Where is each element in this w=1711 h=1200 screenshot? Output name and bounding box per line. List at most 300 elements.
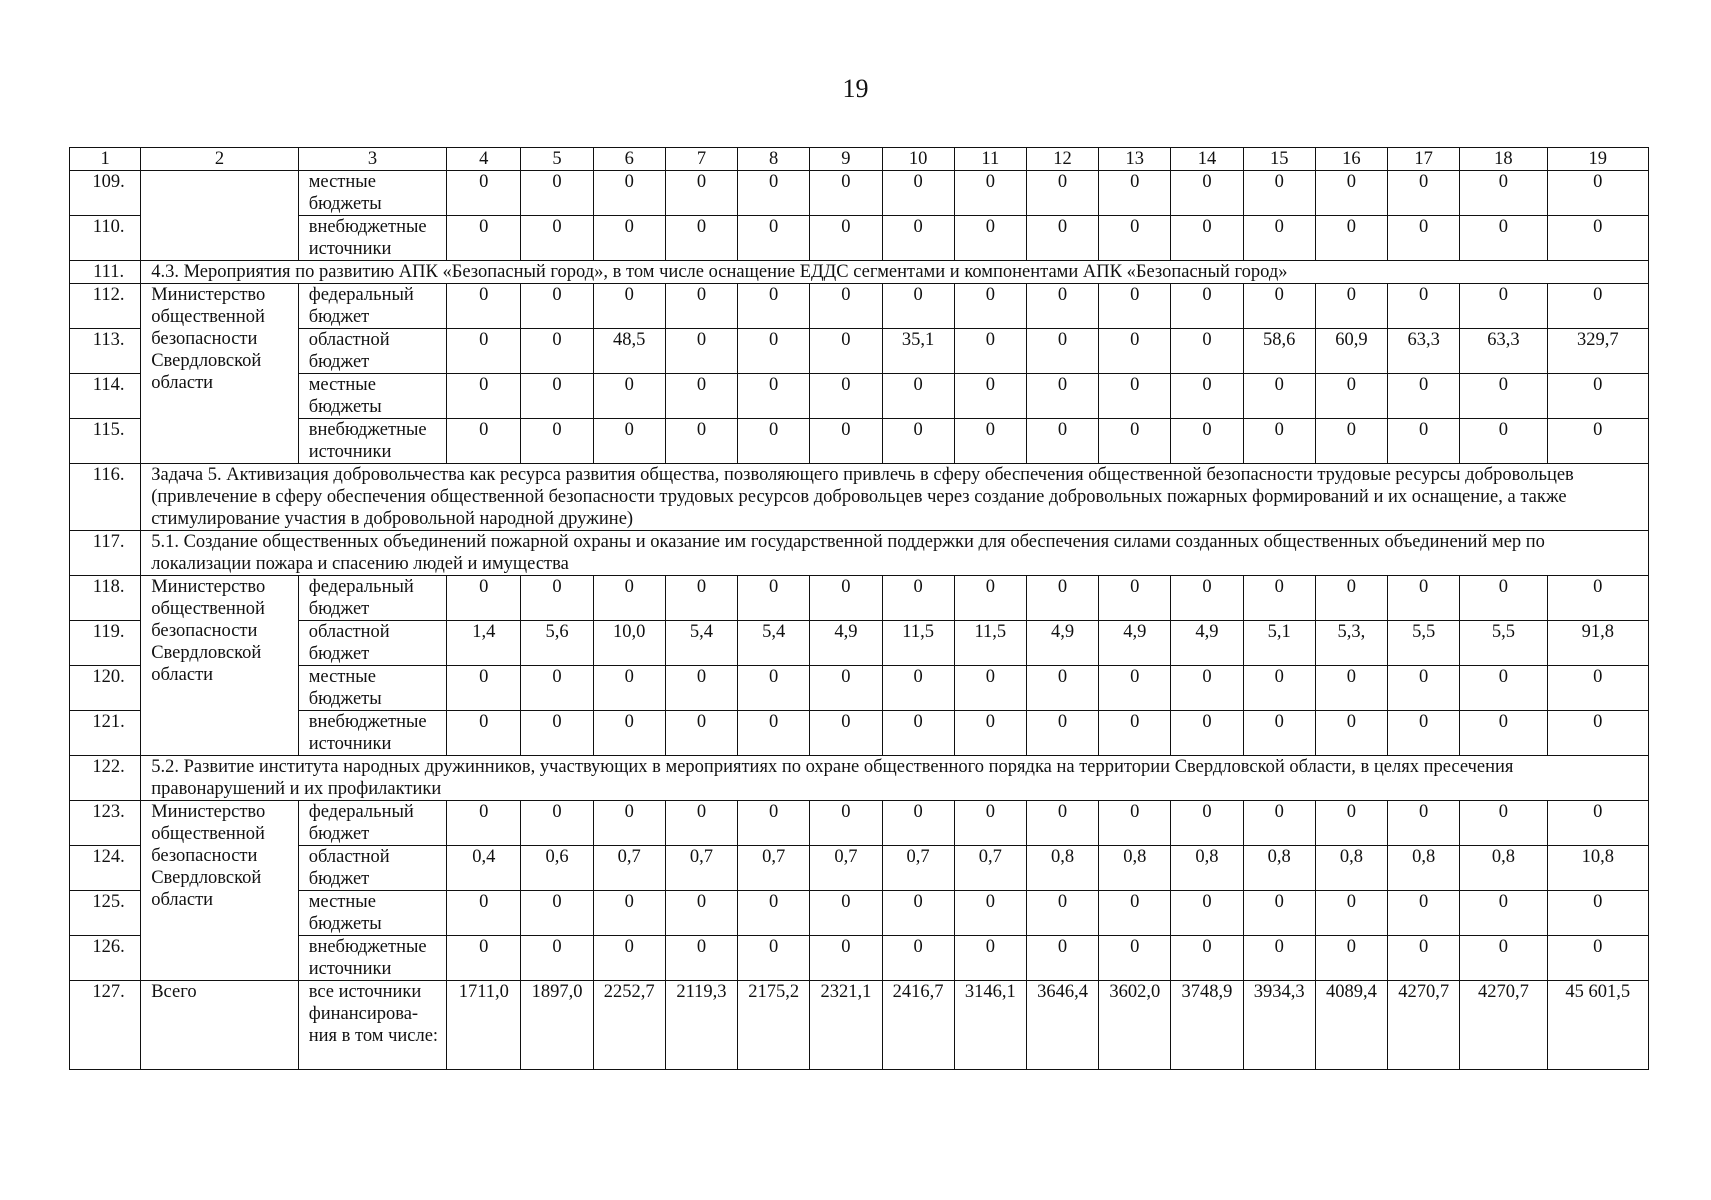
value-cell: 0	[1460, 171, 1547, 216]
value-cell: 0	[1026, 216, 1098, 261]
value-cell: 0	[1315, 936, 1387, 981]
funding-source: внебюджетные источники	[298, 711, 446, 756]
value-cell: 0	[1388, 891, 1460, 936]
value-cell: 0	[593, 936, 665, 981]
value-cell: 0	[447, 374, 521, 419]
value-cell: 0	[1315, 374, 1387, 419]
value-cell: 0	[593, 374, 665, 419]
table-row	[70, 329, 1649, 374]
value-cell: 0	[1099, 891, 1171, 936]
value-cell: 11,5	[954, 621, 1026, 666]
row-number: 125.	[70, 891, 141, 936]
table-row	[70, 801, 1649, 846]
column-number: 9	[810, 148, 882, 171]
value-cell: 0	[1026, 419, 1098, 464]
value-cell: 3146,1	[954, 981, 1026, 1070]
value-cell: 4,9	[810, 621, 882, 666]
row-number: 122.	[70, 756, 141, 801]
value-cell: 0	[1243, 284, 1315, 329]
value-cell: 0	[1026, 666, 1098, 711]
column-number: 8	[738, 148, 810, 171]
value-cell: 0,8	[1243, 846, 1315, 891]
value-cell: 4270,7	[1388, 981, 1460, 1070]
value-cell: 0	[1099, 936, 1171, 981]
value-cell: 0	[1026, 711, 1098, 756]
value-cell: 0	[1099, 374, 1171, 419]
value-cell: 0	[882, 374, 954, 419]
value-cell: 0	[1315, 801, 1387, 846]
executor-cell: Министерство общественной безопасности Свердловской области	[141, 576, 298, 756]
value-cell: 0	[1099, 666, 1171, 711]
value-cell: 0	[593, 666, 665, 711]
value-cell: 0	[954, 666, 1026, 711]
value-cell: 0	[1171, 419, 1243, 464]
funding-source: внебюджетные источники	[298, 216, 446, 261]
value-cell: 0,7	[738, 846, 810, 891]
value-cell: 0	[665, 329, 737, 374]
value-cell: 0	[954, 576, 1026, 621]
value-cell: 0,4	[447, 846, 521, 891]
funding-source: областной бюджет	[298, 621, 446, 666]
value-cell: 0	[447, 171, 521, 216]
row-number: 117.	[70, 531, 141, 576]
value-cell: 0	[521, 711, 593, 756]
funding-source: федеральный бюджет	[298, 801, 446, 846]
column-number: 14	[1171, 148, 1243, 171]
section-row	[70, 531, 1649, 576]
value-cell: 0	[1315, 216, 1387, 261]
value-cell: 0	[521, 284, 593, 329]
value-cell: 0	[1026, 171, 1098, 216]
value-cell: 0	[954, 801, 1026, 846]
value-cell: 0	[1099, 419, 1171, 464]
table-row	[70, 621, 1649, 666]
value-cell: 0	[882, 284, 954, 329]
value-cell: 0	[1460, 374, 1547, 419]
value-cell: 0	[1388, 374, 1460, 419]
row-number: 113.	[70, 329, 141, 374]
column-number-row	[70, 148, 1649, 171]
table-row	[70, 216, 1649, 261]
value-cell: 0	[1315, 666, 1387, 711]
value-cell: 0	[1547, 171, 1648, 216]
table-row	[70, 374, 1649, 419]
value-cell: 0	[810, 891, 882, 936]
value-cell: 0	[1547, 419, 1648, 464]
value-cell: 0	[1547, 711, 1648, 756]
column-number: 15	[1243, 148, 1315, 171]
column-number: 12	[1026, 148, 1098, 171]
table-row	[70, 711, 1649, 756]
value-cell: 0	[1460, 576, 1547, 621]
value-cell: 0	[447, 216, 521, 261]
column-number: 19	[1547, 148, 1648, 171]
value-cell: 0	[810, 666, 882, 711]
value-cell: 0	[521, 171, 593, 216]
value-cell: 0	[521, 936, 593, 981]
value-cell: 0	[1243, 711, 1315, 756]
value-cell: 0	[1171, 284, 1243, 329]
funding-source: местные бюджеты	[298, 891, 446, 936]
value-cell: 0	[882, 936, 954, 981]
value-cell: 0	[810, 936, 882, 981]
value-cell: 0	[1026, 284, 1098, 329]
value-cell: 0	[521, 576, 593, 621]
value-cell: 0	[447, 711, 521, 756]
row-number: 109.	[70, 171, 141, 216]
column-number: 13	[1099, 148, 1171, 171]
value-cell: 2321,1	[810, 981, 882, 1070]
table-row	[70, 846, 1649, 891]
column-number: 2	[141, 148, 298, 171]
value-cell: 0	[1547, 576, 1648, 621]
value-cell: 0	[738, 576, 810, 621]
value-cell: 0	[882, 576, 954, 621]
value-cell: 0	[1099, 576, 1171, 621]
value-cell: 0	[1099, 711, 1171, 756]
value-cell: 5,4	[738, 621, 810, 666]
value-cell: 4,9	[1171, 621, 1243, 666]
value-cell: 0	[447, 329, 521, 374]
value-cell: 10,8	[1547, 846, 1648, 891]
value-cell: 0	[882, 801, 954, 846]
value-cell: 0	[521, 329, 593, 374]
value-cell: 0	[1243, 666, 1315, 711]
value-cell: 0	[810, 374, 882, 419]
value-cell: 60,9	[1315, 329, 1387, 374]
value-cell: 4089,4	[1315, 981, 1387, 1070]
value-cell: 0	[665, 936, 737, 981]
value-cell: 0	[521, 891, 593, 936]
value-cell: 63,3	[1388, 329, 1460, 374]
value-cell: 0	[665, 576, 737, 621]
column-number: 11	[954, 148, 1026, 171]
value-cell: 0	[1026, 329, 1098, 374]
value-cell: 0	[1243, 936, 1315, 981]
value-cell: 0	[738, 801, 810, 846]
value-cell: 0,7	[810, 846, 882, 891]
value-cell: 0	[1243, 801, 1315, 846]
value-cell: 0	[1460, 936, 1547, 981]
value-cell: 0	[810, 284, 882, 329]
column-number: 1	[70, 148, 141, 171]
value-cell: 0	[954, 936, 1026, 981]
funding-source: местные бюджеты	[298, 666, 446, 711]
value-cell: 0	[1026, 374, 1098, 419]
table-row	[70, 171, 1649, 216]
value-cell: 0	[1171, 711, 1243, 756]
column-number: 3	[298, 148, 446, 171]
row-number: 118.	[70, 576, 141, 621]
value-cell: 3934,3	[1243, 981, 1315, 1070]
column-number: 18	[1460, 148, 1547, 171]
value-cell: 0	[665, 666, 737, 711]
value-cell: 2175,2	[738, 981, 810, 1070]
value-cell: 0	[665, 374, 737, 419]
value-cell: 0	[954, 284, 1026, 329]
value-cell: 0	[810, 711, 882, 756]
table-row	[70, 419, 1649, 464]
value-cell: 0	[1388, 666, 1460, 711]
value-cell: 0	[954, 891, 1026, 936]
value-cell: 0,6	[521, 846, 593, 891]
table-row	[70, 284, 1649, 329]
value-cell: 11,5	[882, 621, 954, 666]
value-cell: 0	[1171, 891, 1243, 936]
value-cell: 58,6	[1243, 329, 1315, 374]
executor-cell: Всего	[141, 981, 298, 1070]
table-row	[70, 666, 1649, 711]
value-cell: 0	[447, 419, 521, 464]
value-cell: 5,5	[1460, 621, 1547, 666]
value-cell: 0	[738, 329, 810, 374]
value-cell: 0	[1460, 666, 1547, 711]
value-cell: 0	[810, 576, 882, 621]
value-cell: 0	[882, 891, 954, 936]
value-cell: 3748,9	[1171, 981, 1243, 1070]
value-cell: 0	[1026, 891, 1098, 936]
funding-source: федеральный бюджет	[298, 284, 446, 329]
value-cell: 0	[954, 171, 1026, 216]
value-cell: 0	[1315, 711, 1387, 756]
value-cell: 0	[1171, 216, 1243, 261]
executor-cell: Министерство общественной безопасности Свердловской области	[141, 801, 298, 981]
value-cell: 0	[810, 329, 882, 374]
value-cell: 0	[593, 284, 665, 329]
value-cell: 91,8	[1547, 621, 1648, 666]
value-cell: 0,8	[1315, 846, 1387, 891]
value-cell: 5,5	[1388, 621, 1460, 666]
value-cell: 2119,3	[665, 981, 737, 1070]
section-row	[70, 464, 1649, 531]
value-cell: 0	[1460, 801, 1547, 846]
value-cell: 2416,7	[882, 981, 954, 1070]
value-cell: 0	[447, 936, 521, 981]
value-cell: 0	[593, 216, 665, 261]
value-cell: 0	[882, 666, 954, 711]
value-cell: 0,8	[1171, 846, 1243, 891]
table-row	[70, 576, 1649, 621]
row-number: 115.	[70, 419, 141, 464]
value-cell: 0	[1388, 171, 1460, 216]
value-cell: 0	[738, 666, 810, 711]
value-cell: 0	[1026, 801, 1098, 846]
value-cell: 0	[665, 801, 737, 846]
value-cell: 0	[738, 936, 810, 981]
value-cell: 0	[738, 374, 810, 419]
value-cell: 0,7	[954, 846, 1026, 891]
value-cell: 0	[1099, 216, 1171, 261]
value-cell: 4270,7	[1460, 981, 1547, 1070]
value-cell: 0	[1243, 576, 1315, 621]
column-number: 4	[447, 148, 521, 171]
value-cell: 0	[738, 711, 810, 756]
value-cell: 2252,7	[593, 981, 665, 1070]
value-cell: 0	[1243, 216, 1315, 261]
value-cell: 0	[1388, 936, 1460, 981]
value-cell: 4,9	[1099, 621, 1171, 666]
row-number: 120.	[70, 666, 141, 711]
value-cell: 0,7	[882, 846, 954, 891]
value-cell: 0	[1243, 891, 1315, 936]
value-cell: 5,4	[665, 621, 737, 666]
value-cell: 0	[810, 419, 882, 464]
table-row	[70, 981, 1649, 1070]
value-cell: 0	[1026, 576, 1098, 621]
funding-source: федеральный бюджет	[298, 576, 446, 621]
row-number: 114.	[70, 374, 141, 419]
value-cell: 0	[1388, 711, 1460, 756]
value-cell: 1897,0	[521, 981, 593, 1070]
value-cell: 0	[1099, 171, 1171, 216]
funding-source: все источники финансирова-ния в том числе:	[298, 981, 446, 1070]
value-cell: 0	[593, 711, 665, 756]
value-cell: 0,7	[665, 846, 737, 891]
value-cell: 0	[447, 284, 521, 329]
value-cell: 0	[665, 891, 737, 936]
value-cell: 0	[593, 801, 665, 846]
value-cell: 0	[810, 171, 882, 216]
value-cell: 0	[447, 576, 521, 621]
column-number: 7	[665, 148, 737, 171]
row-number: 110.	[70, 216, 141, 261]
value-cell: 0	[447, 666, 521, 711]
value-cell: 1711,0	[447, 981, 521, 1070]
value-cell: 0	[738, 284, 810, 329]
row-number: 119.	[70, 621, 141, 666]
value-cell: 0	[665, 216, 737, 261]
value-cell: 0	[954, 329, 1026, 374]
value-cell: 0	[1460, 891, 1547, 936]
value-cell: 3602,0	[1099, 981, 1171, 1070]
value-cell: 0,7	[593, 846, 665, 891]
value-cell: 0	[882, 171, 954, 216]
value-cell: 63,3	[1460, 329, 1547, 374]
value-cell: 1,4	[447, 621, 521, 666]
value-cell: 0	[1547, 801, 1648, 846]
value-cell: 0	[1243, 171, 1315, 216]
row-number: 116.	[70, 464, 141, 531]
row-number: 126.	[70, 936, 141, 981]
value-cell: 0	[521, 216, 593, 261]
column-number: 5	[521, 148, 593, 171]
value-cell: 0	[1315, 891, 1387, 936]
value-cell: 0	[1315, 419, 1387, 464]
value-cell: 0	[1315, 171, 1387, 216]
value-cell: 0	[1099, 284, 1171, 329]
value-cell: 0	[954, 419, 1026, 464]
funding-source: областной бюджет	[298, 329, 446, 374]
value-cell: 0	[1315, 284, 1387, 329]
value-cell: 0	[1171, 936, 1243, 981]
value-cell: 0	[593, 576, 665, 621]
row-number: 111.	[70, 261, 141, 284]
page-number: 19	[842, 74, 869, 103]
value-cell: 0	[954, 711, 1026, 756]
value-cell: 0	[1099, 801, 1171, 846]
value-cell: 0	[954, 374, 1026, 419]
value-cell: 4,9	[1026, 621, 1098, 666]
value-cell: 0	[1243, 419, 1315, 464]
value-cell: 0,8	[1460, 846, 1547, 891]
value-cell: 0	[882, 216, 954, 261]
value-cell: 0	[1388, 801, 1460, 846]
table-row	[70, 891, 1649, 936]
value-cell: 3646,4	[1026, 981, 1098, 1070]
value-cell: 0	[665, 711, 737, 756]
funding-source: местные бюджеты	[298, 171, 446, 216]
section-title: 5.1. Создание общественных объединений пожарной охраны и оказание им государственной поддержки для обеспечения силами созданных общественных объединений мер по локализации пожара и спасению людей и имущества	[141, 531, 1649, 576]
value-cell: 0	[1547, 666, 1648, 711]
row-number: 112.	[70, 284, 141, 329]
value-cell: 0	[738, 171, 810, 216]
value-cell: 0	[882, 419, 954, 464]
value-cell: 0	[1547, 284, 1648, 329]
value-cell: 48,5	[593, 329, 665, 374]
value-cell: 0	[1171, 171, 1243, 216]
row-number: 124.	[70, 846, 141, 891]
value-cell: 0	[954, 216, 1026, 261]
value-cell: 0	[1547, 891, 1648, 936]
value-cell: 0	[521, 374, 593, 419]
value-cell: 0	[738, 419, 810, 464]
value-cell: 0	[1388, 576, 1460, 621]
value-cell: 5,6	[521, 621, 593, 666]
financing-table	[69, 147, 1649, 1070]
value-cell: 0	[665, 419, 737, 464]
value-cell: 0	[593, 891, 665, 936]
table-row	[70, 936, 1649, 981]
value-cell: 0	[1460, 419, 1547, 464]
value-cell: 0	[738, 216, 810, 261]
value-cell: 0	[1547, 374, 1648, 419]
value-cell: 0	[882, 711, 954, 756]
row-number: 127.	[70, 981, 141, 1070]
funding-source: местные бюджеты	[298, 374, 446, 419]
funding-source: внебюджетные источники	[298, 419, 446, 464]
column-number: 10	[882, 148, 954, 171]
column-number: 6	[593, 148, 665, 171]
value-cell: 10,0	[593, 621, 665, 666]
value-cell: 0	[1388, 216, 1460, 261]
column-number: 16	[1315, 148, 1387, 171]
value-cell: 35,1	[882, 329, 954, 374]
value-cell: 0	[1171, 576, 1243, 621]
value-cell: 0	[1243, 374, 1315, 419]
value-cell: 0	[447, 891, 521, 936]
value-cell: 0	[447, 801, 521, 846]
value-cell: 0	[1171, 801, 1243, 846]
value-cell: 0	[1388, 419, 1460, 464]
value-cell: 0	[1388, 284, 1460, 329]
value-cell: 5,1	[1243, 621, 1315, 666]
value-cell: 0	[1171, 666, 1243, 711]
value-cell: 0	[665, 171, 737, 216]
value-cell: 0	[1547, 216, 1648, 261]
value-cell: 0	[593, 419, 665, 464]
row-number: 121.	[70, 711, 141, 756]
value-cell: 0	[1460, 711, 1547, 756]
value-cell: 0	[521, 801, 593, 846]
value-cell: 0	[593, 171, 665, 216]
row-number: 123.	[70, 801, 141, 846]
section-row	[70, 756, 1649, 801]
value-cell: 0	[1026, 936, 1098, 981]
value-cell: 5,3,	[1315, 621, 1387, 666]
executor-cell: Министерство общественной безопасности Свердловской области	[141, 284, 298, 464]
funding-source: внебюджетные источники	[298, 936, 446, 981]
section-title: Задача 5. Активизация добровольчества как ресурса развития общества, позволяющего привлечь в сферу обеспечения общественной безопасности трудовые ресурсы добровольцев (привлечение в сферу обеспечения общественной безопасности трудовых ресурсов добровольцев через создание добровольных пожарных формирований и их оснащение, а также стимулирование участия в добровольной народной дружине)	[141, 464, 1649, 531]
